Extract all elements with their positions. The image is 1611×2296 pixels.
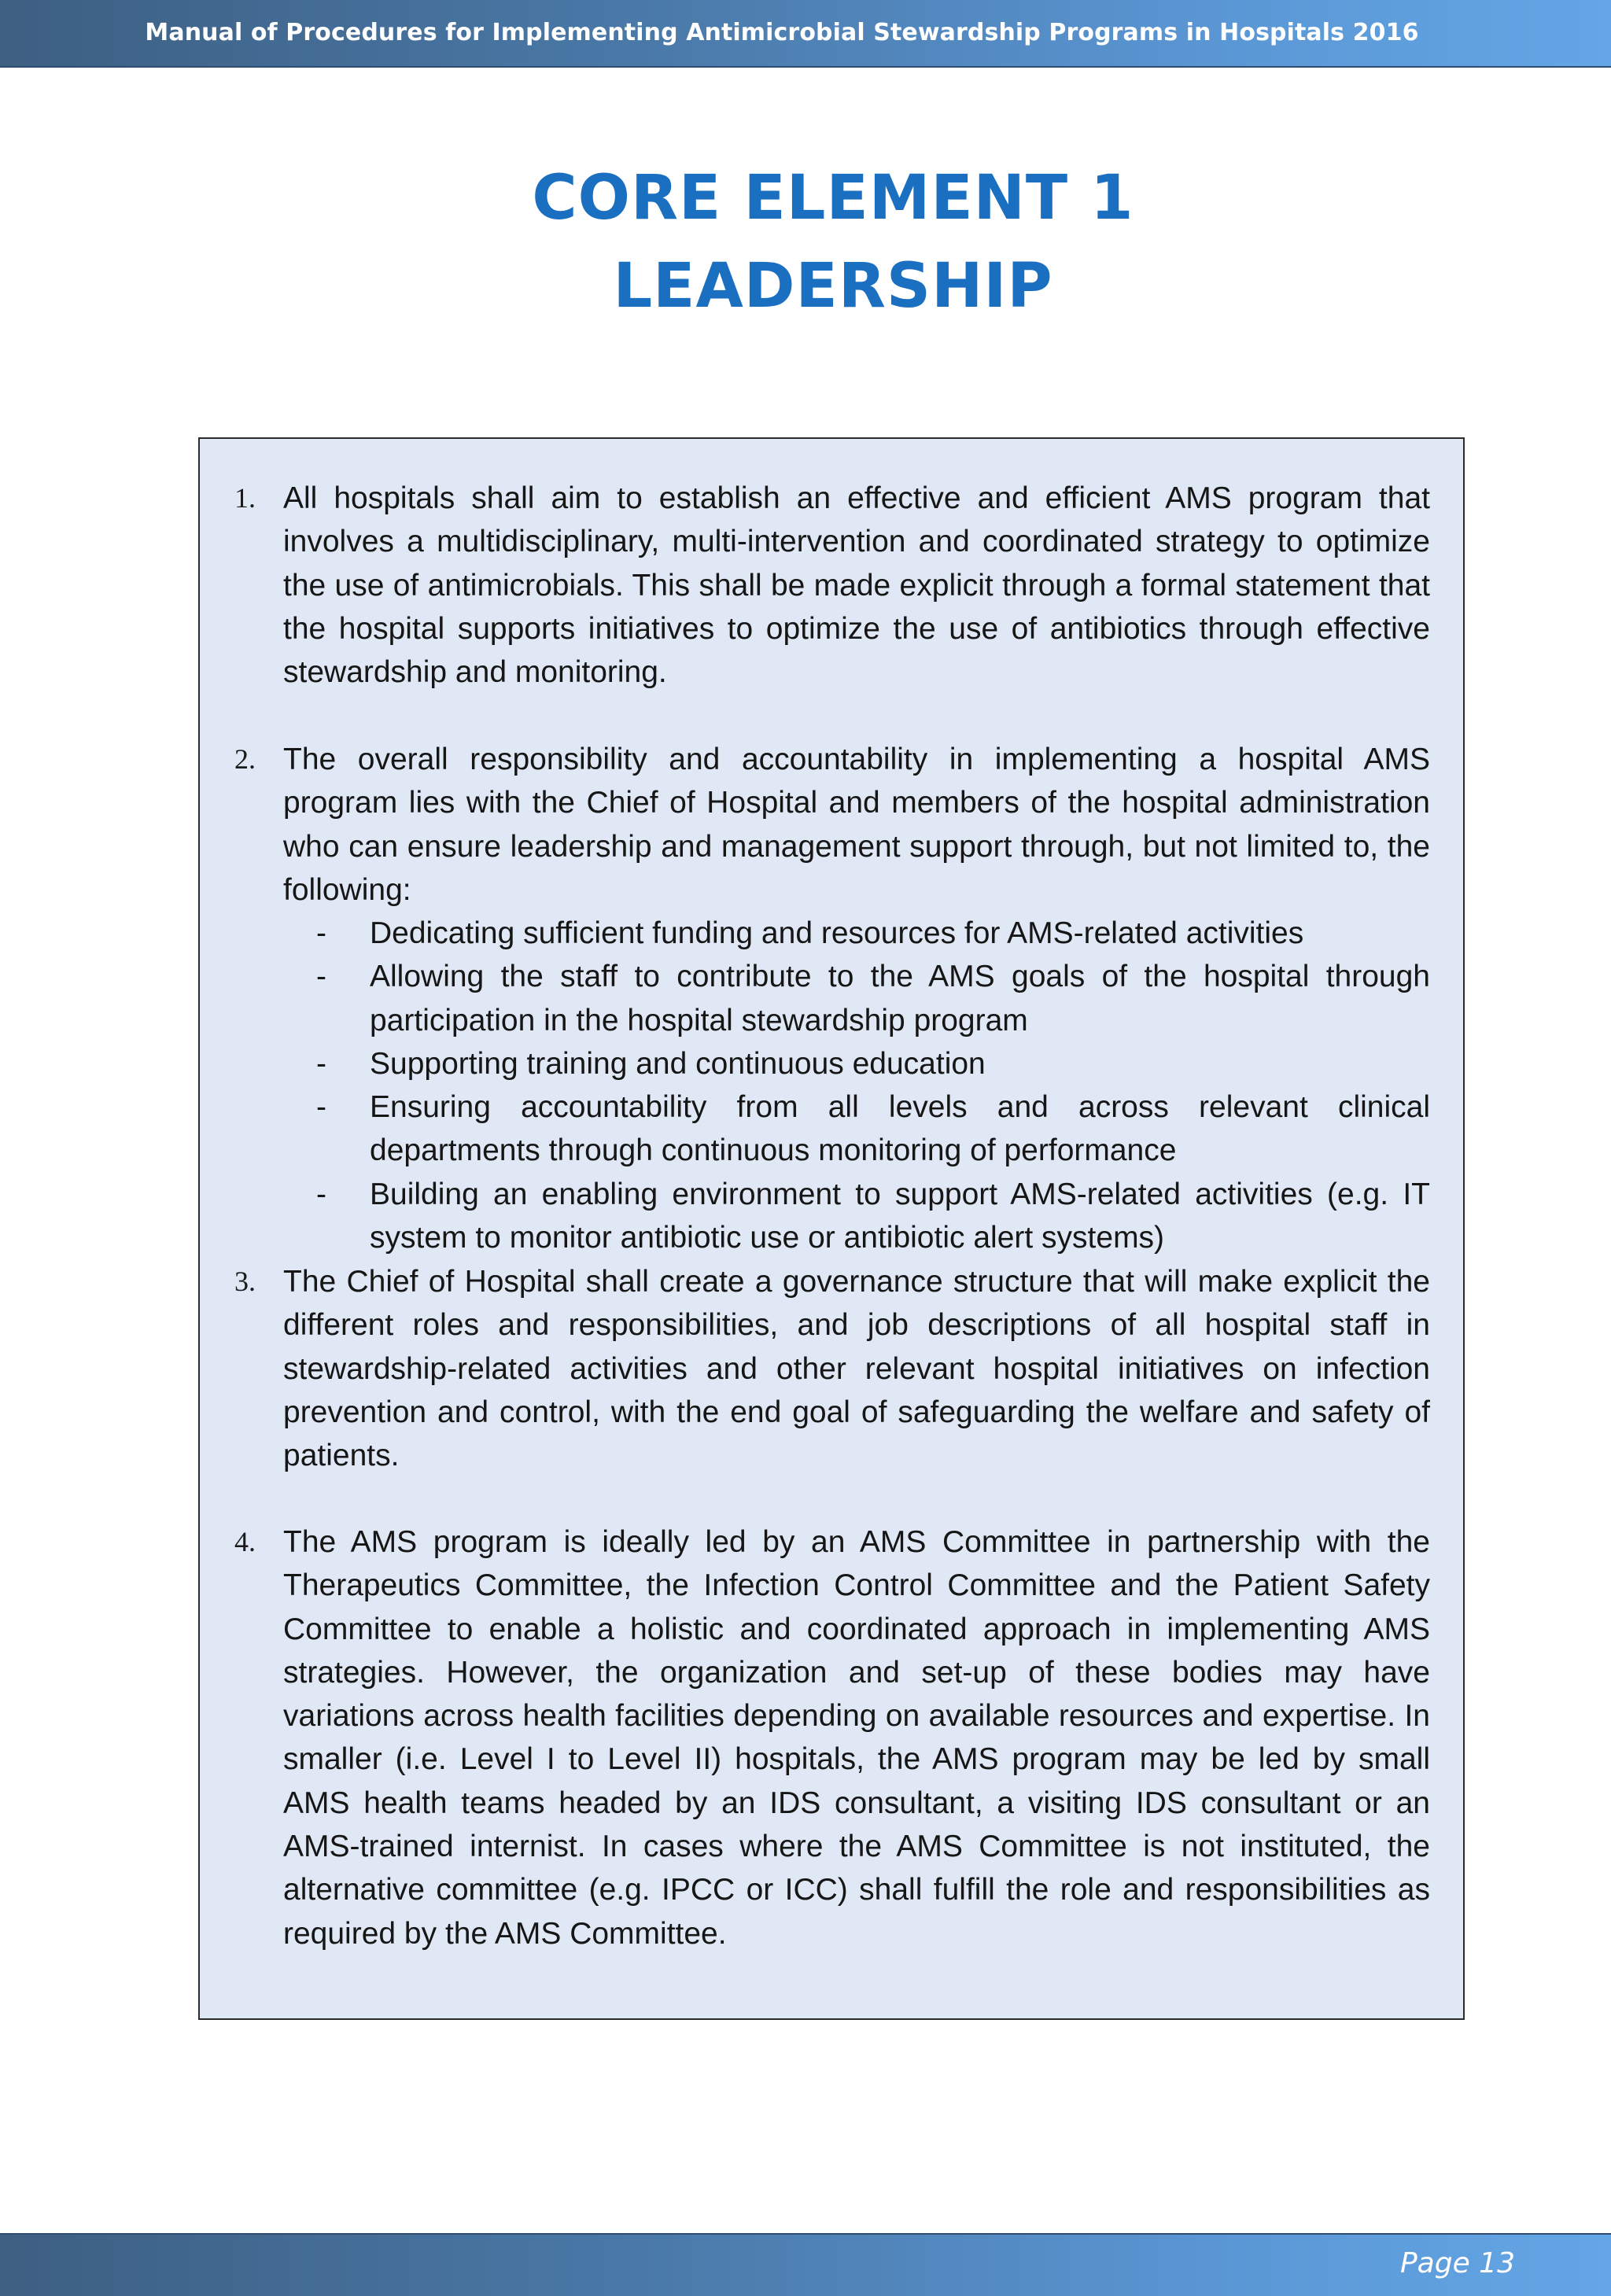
footer-bar (0, 2233, 1611, 2296)
running-header-title: Manual of Procedures for Implementing Antimicrobial Stewardship Programs in Hospitals 2016 (145, 19, 1419, 46)
list-item-text: The overall responsibility and accountability in implementing a hospital AMS program lies with the Chief of Hospital and members of the hospital administration who can ensure leadership and management support through, but not limited to, the following: (283, 743, 1430, 907)
page-number: Page 13 (1399, 2247, 1515, 2279)
list-item-number: 3. (234, 1266, 256, 1297)
sub-list-item (283, 1042, 1430, 1085)
page-title-line-1: CORE ELEMENT 1 (532, 163, 1134, 234)
list-item-number: 1. (234, 482, 256, 514)
dash-bullet: - (316, 916, 326, 950)
sub-list-item (283, 912, 1430, 955)
sub-list-item (283, 1085, 1430, 1173)
sub-list-item-text: Ensuring accountability from all levels and across relevant clinical departments through continuous monitoring of performance (370, 1090, 1430, 1168)
list-item-number: 4. (234, 1526, 256, 1557)
list-item-text: The Chief of Hospital shall create a governance structure that will make explicit the different roles and responsibilities, and job descriptions of all hospital staff in stewardship-related activities and other relevant hospital initiatives on infection prevention and control, with the end goal of safeguarding the welfare and safety of patients. (283, 1265, 1430, 1473)
sub-list-item-text: Dedicating sufficient funding and resources for AMS-related activities (370, 916, 1304, 950)
sub-list (283, 912, 1430, 1259)
list-item-text: All hospitals shall aim to establish an effective and efficient AMS program that involves a multidisciplinary, multi-intervention and coordinated strategy to optimize the use of antimicrobials. This shall be made explicit through a formal statement that the hospital supports initiatives to optimize the use of antibiotics through effective stewardship and monitoring. (283, 481, 1430, 690)
page-title (0, 154, 1611, 330)
dash-bullet: - (316, 1090, 326, 1125)
sub-list-item-text: Supporting training and continuous education (370, 1046, 986, 1081)
sub-list-item-text: Allowing the staff to contribute to the AMS goals of the hospital through participation in the hospital stewardship program (370, 960, 1430, 1037)
page-title-line-2: LEADERSHIP (613, 251, 1053, 322)
sub-list-item (283, 1173, 1430, 1260)
leadership-content-box (198, 437, 1465, 2020)
list-item-number: 2. (234, 743, 256, 775)
dash-bullet: - (316, 1177, 326, 1211)
list-item-text: The AMS program is ideally led by an AMS Committee in partnership with the Therapeutics Committee, the Infection Control Committee and the Patient Safety Committee to enable a holistic and coordinated approach in implementing AMS strategies. However, the organization and set-up of these bodies may have variations across health facilities depending on available resources and expertise. In smaller (i.e. Level I to Level II) hospitals, the AMS program may be led by small AMS health teams headed by an IDS consultant, a visiting IDS consultant or an AMS-trained internist. In cases where the AMS Committee is not instituted, the alternative committee (e.g. IPCC or ICC) shall fulfill the role and responsibilities as required by the AMS Committee. (283, 1525, 1430, 1951)
dash-bullet: - (316, 1046, 326, 1081)
sub-list-item-text: Building an enabling environment to support AMS-related activities (e.g. IT system to monitor antibiotic use or antibiotic alert systems) (370, 1177, 1430, 1255)
dash-bullet: - (316, 960, 326, 994)
sub-list-item (283, 955, 1430, 1042)
